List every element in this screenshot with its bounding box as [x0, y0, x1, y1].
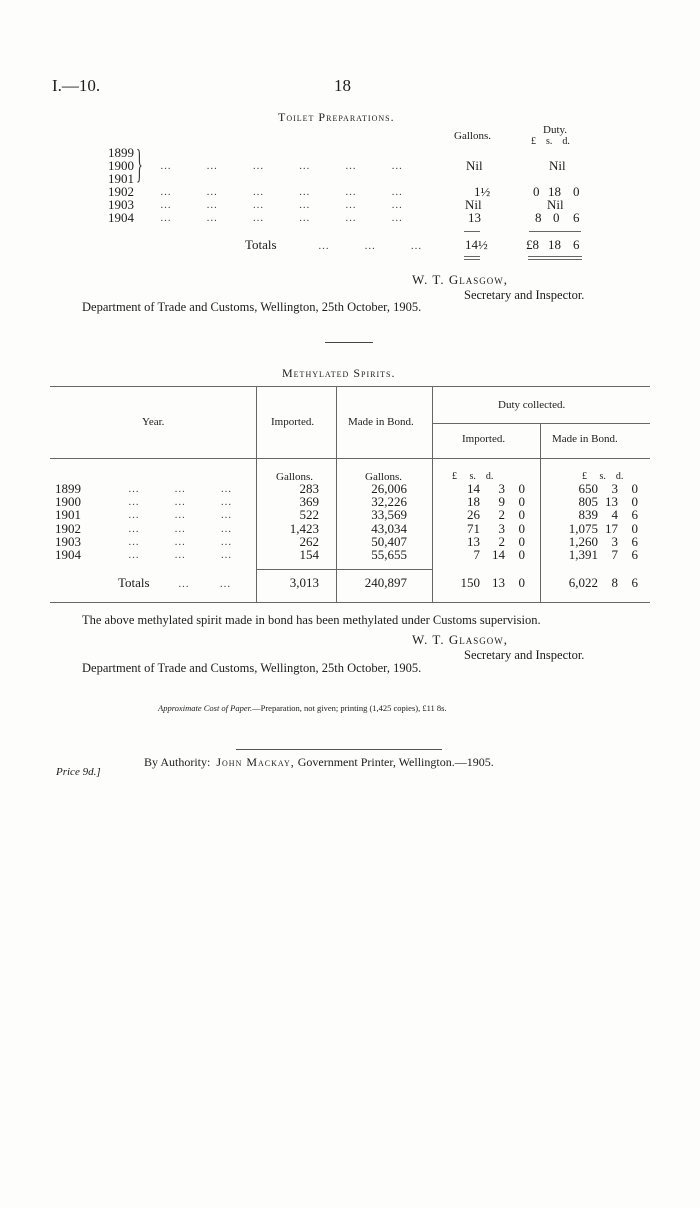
- meth-totals-made: 240,897: [364, 575, 407, 590]
- meth-row-dmade-s: 3: [611, 481, 618, 496]
- body-rule: [336, 569, 432, 570]
- price: Price 9d.]: [56, 766, 101, 778]
- meth-row-dimp-l: 14: [467, 481, 480, 496]
- meth-row-dmade-s: 13: [605, 494, 618, 510]
- meth-row-dmade-d: 0: [631, 494, 638, 510]
- meth-row-year: 1904: [55, 547, 81, 562]
- section-divider: [325, 342, 373, 343]
- body-rule: [256, 569, 336, 570]
- col-divider: [540, 423, 541, 602]
- toilet-group-gallons: Nil: [466, 158, 483, 173]
- leader-dots: … … …: [128, 483, 234, 495]
- meth-header-duty: Duty collected.: [498, 399, 566, 411]
- leader-dots: … … …: [128, 522, 234, 535]
- toilet-group-year: 1901: [108, 171, 134, 186]
- meth-row-dimp-l: 7: [473, 547, 480, 562]
- meth-row-dmade-d: 0: [631, 520, 638, 536]
- rule: [529, 231, 581, 232]
- toilet-row-year: 1903: [108, 197, 134, 212]
- leader-dots: … … …: [318, 240, 424, 252]
- meth-row-dimp-l: 13: [467, 533, 480, 549]
- pound-label: £: [452, 471, 457, 482]
- meth-row-imported: 262: [299, 533, 319, 549]
- meth-row-dimp-s: 3: [498, 481, 505, 496]
- toilet-row-gallons: 1½: [474, 184, 491, 199]
- pound-label: £: [531, 136, 536, 147]
- meth-row-dmade-l: 805: [578, 494, 598, 510]
- leader-dots: … … … … … …: [160, 212, 405, 224]
- toilet-row-gallons: Nil: [465, 197, 482, 212]
- meth-row-dimp-s: 14: [492, 547, 505, 562]
- printer-name: John Mackay,: [216, 755, 295, 769]
- leader-dots: … … … … … …: [160, 186, 405, 198]
- meth-row-dmade-l: 839: [578, 507, 598, 523]
- col-divider: [432, 386, 433, 602]
- pence-label: d.: [615, 471, 624, 482]
- meth-row-made: 50,407: [371, 533, 407, 549]
- meth-row-dmade-d: 6: [631, 507, 638, 523]
- meth-totals-dimp-d: 0: [518, 575, 525, 590]
- meth-row-made: 55,655: [371, 547, 407, 562]
- brace-icon: }: [136, 141, 143, 186]
- toilet-dept-line: Department of Trade and Customs, Wellington, 25th October, 1905.: [82, 300, 422, 314]
- shilling-label: s.: [599, 471, 606, 482]
- rule: [464, 256, 480, 257]
- header-bottom-rule: [50, 458, 650, 459]
- meth-signature-title: Secretary and Inspector.: [464, 648, 585, 662]
- leader-dots: … … … … … …: [160, 160, 405, 172]
- meth-header-imported: Imported.: [271, 416, 315, 428]
- meth-row-dmade-s: 17: [605, 520, 618, 536]
- meth-row-dmade-d: 6: [631, 533, 638, 549]
- toilet-signature-title: Secretary and Inspector.: [464, 288, 585, 302]
- toilet-row-duty-d: 0: [573, 184, 580, 199]
- meth-totals-imported: 3,013: [289, 575, 319, 590]
- meth-header-year: Year.: [142, 416, 165, 428]
- pence-label: d.: [485, 471, 494, 482]
- meth-row-imported: 522: [299, 507, 319, 523]
- pound-label: £: [582, 471, 587, 482]
- toilet-row-duty-l: 8: [535, 210, 542, 225]
- toilet-group-duty: Nil: [549, 158, 566, 173]
- report-reference: I.—10.: [52, 76, 101, 95]
- toilet-group-year: 1900: [108, 158, 134, 173]
- meth-header-duty-imported: Imported.: [462, 433, 506, 445]
- leader-dots: … …: [178, 578, 233, 590]
- meth-row-dimp-d: 0: [518, 507, 525, 523]
- leader-dots: … … … … … …: [160, 199, 405, 211]
- authority-label: By Authority:: [144, 755, 211, 769]
- toilet-row-duty-d: 6: [573, 210, 580, 225]
- footer-rule: [236, 749, 442, 750]
- rule: [464, 231, 480, 232]
- page-number: 18: [334, 76, 351, 95]
- meth-row-year: 1902: [55, 520, 81, 536]
- meth-row-dmade-l: 1,075: [568, 520, 598, 536]
- meth-signature-name: W. T. Glasgow,: [412, 632, 508, 647]
- authority-line: [144, 755, 494, 770]
- rule: [464, 259, 480, 260]
- toilet-totals-duty-d: 6: [573, 237, 580, 252]
- meth-row-dimp-s: 3: [498, 520, 505, 536]
- meth-totals-label: Totals: [118, 575, 150, 590]
- rule: [528, 256, 582, 257]
- meth-section-title: Methylated Spirits.: [282, 366, 396, 380]
- meth-note: The above methylated spirit made in bond has been methylated under Customs supervision.: [82, 613, 541, 627]
- col-divider: [336, 386, 337, 602]
- cost-of-paper-line: [158, 703, 447, 713]
- meth-row-dimp-d: 0: [518, 520, 525, 536]
- meth-row-dimp-s: 2: [498, 507, 505, 523]
- leader-dots: … … …: [128, 535, 234, 548]
- shilling-label: s.: [546, 136, 553, 147]
- printer-rest: Government Printer, Wellington.—1905.: [297, 755, 494, 769]
- meth-totals-dimp-l: 150: [460, 575, 480, 590]
- meth-row-dmade-s: 4: [611, 507, 618, 523]
- unit-gallons: Gallons.: [276, 471, 313, 483]
- leader-dots: … … …: [128, 496, 234, 509]
- cost-text: —Preparation, not given; printing (1,425 copies), £11 8s.: [252, 703, 447, 713]
- toilet-totals-duty-l: £8: [526, 237, 539, 252]
- toilet-row-year: 1904: [108, 210, 134, 225]
- meth-row-dmade-s: 3: [611, 533, 618, 549]
- toilet-totals-gallons: 14½: [465, 237, 488, 252]
- meth-row-dmade-l: 1,391: [568, 547, 598, 562]
- meth-row-imported: 154: [299, 547, 319, 562]
- meth-row-dimp-s: 9: [498, 494, 505, 510]
- toilet-row-duty-l: 0: [533, 184, 540, 199]
- meth-row-dimp-l: 18: [467, 494, 480, 510]
- unit-gallons: Gallons.: [365, 471, 402, 483]
- meth-row-dimp-d: 0: [518, 547, 525, 562]
- table-bottom-rule: [50, 602, 650, 603]
- header-rule: [432, 423, 650, 424]
- leader-dots: … … …: [128, 549, 234, 561]
- meth-row-dmade-d: 6: [631, 547, 638, 562]
- toilet-row-year: 1902: [108, 184, 134, 199]
- toilet-col-lsd: [531, 136, 570, 147]
- toilet-row-duty-s: 0: [553, 210, 560, 225]
- toilet-row-duty-s: 18: [548, 184, 561, 199]
- toilet-section-title: Toilet Preparations.: [278, 110, 395, 124]
- meth-row-dimp-d: 0: [518, 481, 525, 496]
- meth-row-imported: 283: [299, 481, 319, 496]
- meth-row-made: 26,006: [371, 481, 407, 496]
- meth-row-dimp-l: 26: [467, 507, 480, 523]
- meth-totals-dmade-s: 8: [611, 575, 618, 590]
- meth-row-year: 1899: [55, 481, 81, 496]
- meth-row-dmade-l: 650: [578, 481, 598, 496]
- meth-row-dimp-l: 71: [467, 520, 480, 536]
- toilet-row-gallons: 13: [468, 210, 481, 225]
- meth-header-made: Made in Bond.: [348, 416, 414, 428]
- meth-header-duty-made: Made in Bond.: [552, 433, 618, 445]
- shilling-label: s.: [469, 471, 476, 482]
- meth-dept-line: Department of Trade and Customs, Wellington, 25th October, 1905.: [82, 661, 422, 675]
- meth-row-year: 1901: [55, 507, 81, 523]
- cost-label: Approximate Cost of Paper.: [158, 703, 253, 713]
- meth-row-imported: 1,423: [289, 520, 319, 536]
- toilet-totals-label: Totals: [245, 237, 277, 252]
- pence-label: d.: [562, 136, 570, 147]
- toilet-group-year: 1899: [108, 145, 134, 160]
- toilet-col-duty: Duty.: [543, 124, 568, 136]
- meth-row-year: 1903: [55, 533, 81, 549]
- table-top-rule: [50, 386, 650, 387]
- col-divider: [256, 386, 257, 602]
- toilet-col-gallons: Gallons.: [454, 130, 491, 142]
- meth-totals-dmade-l: 6,022: [568, 575, 598, 590]
- meth-row-dmade-l: 1,260: [568, 533, 598, 549]
- meth-totals-dmade-d: 6: [631, 575, 638, 590]
- rule: [528, 259, 582, 260]
- leader-dots: … … …: [128, 509, 234, 522]
- meth-row-dimp-s: 2: [498, 533, 505, 549]
- meth-row-dmade-s: 7: [611, 547, 618, 562]
- meth-row-made: 32,226: [371, 494, 407, 510]
- toilet-signature-name: W. T. Glasgow,: [412, 272, 508, 287]
- meth-row-dimp-d: 0: [518, 494, 525, 510]
- meth-row-dmade-d: 0: [631, 481, 638, 496]
- meth-totals-dimp-s: 13: [492, 575, 505, 590]
- meth-row-dimp-d: 0: [518, 533, 525, 549]
- toilet-totals-duty-s: 18: [548, 237, 561, 252]
- meth-row-year: 1900: [55, 494, 81, 510]
- meth-row-made: 43,034: [371, 520, 407, 536]
- meth-row-imported: 369: [299, 494, 319, 510]
- meth-row-made: 33,569: [371, 507, 407, 523]
- toilet-row-duty: Nil: [547, 197, 564, 212]
